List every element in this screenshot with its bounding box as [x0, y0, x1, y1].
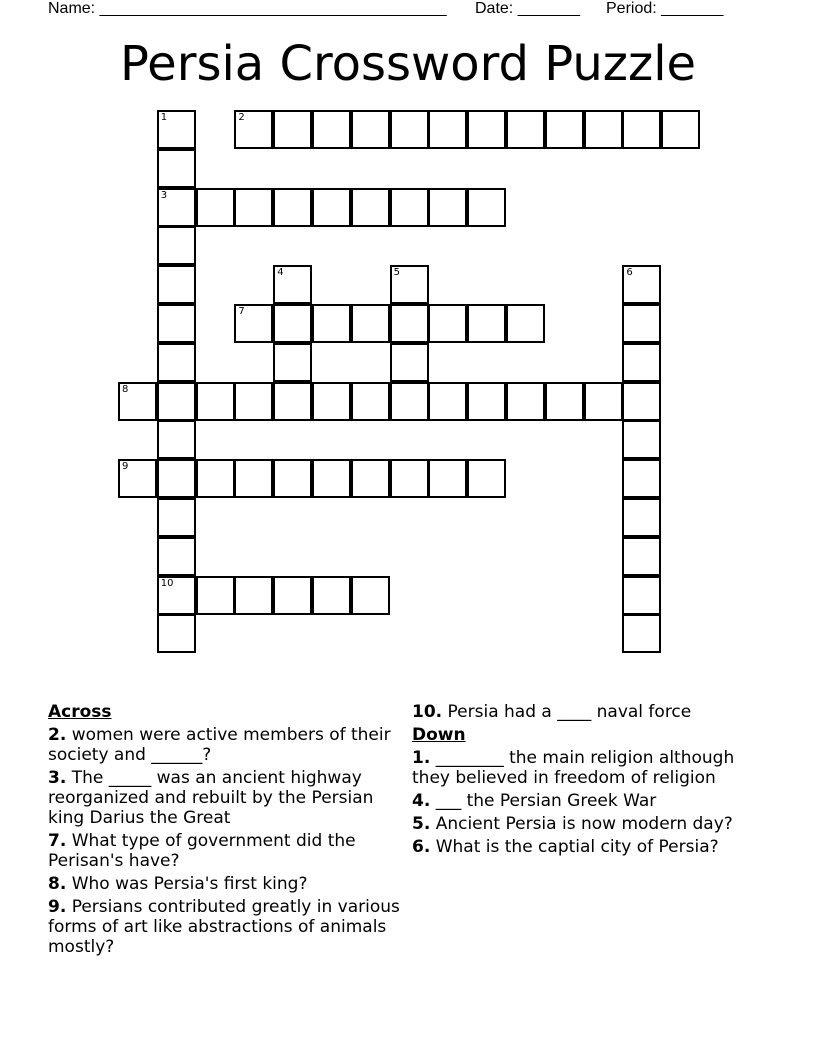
crossword-cell[interactable]	[196, 382, 235, 421]
crossword-cell[interactable]	[234, 382, 273, 421]
crossword-cell[interactable]	[273, 576, 312, 615]
clues-column-right	[412, 702, 762, 860]
crossword-cell[interactable]	[584, 382, 623, 421]
crossword-cell[interactable]	[622, 110, 661, 149]
down-clue-1: 1. ________ the main religion although they believed in freedom of religion	[412, 748, 735, 788]
crossword-cell[interactable]	[390, 110, 429, 149]
crossword-cell[interactable]	[157, 537, 196, 576]
crossword-cell[interactable]	[196, 459, 235, 498]
clues-column-left	[48, 702, 404, 960]
across-clue-10: 10. Persia had a ____ naval force	[412, 702, 692, 722]
crossword-cell[interactable]	[467, 382, 506, 421]
crossword-cell[interactable]	[390, 265, 429, 304]
crossword-cell[interactable]	[157, 304, 196, 343]
crossword-cell[interactable]	[273, 304, 312, 343]
crossword-cell[interactable]	[273, 382, 312, 421]
across-heading: Across	[48, 702, 112, 722]
crossword-cell[interactable]	[118, 382, 157, 421]
crossword-cell[interactable]	[428, 304, 467, 343]
crossword-cell[interactable]	[157, 226, 196, 265]
down-clue-4: 4. ___ the Persian Greek War	[412, 791, 657, 811]
crossword-cell[interactable]	[390, 304, 429, 343]
crossword-cell[interactable]	[196, 576, 235, 615]
crossword-cell[interactable]	[390, 188, 429, 227]
crossword-cell[interactable]	[234, 188, 273, 227]
crossword-cell[interactable]	[312, 304, 351, 343]
crossword-cell[interactable]	[390, 343, 429, 382]
crossword-cell[interactable]	[234, 304, 273, 343]
down-clue-5: 5. Ancient Persia is now modern day?	[412, 814, 733, 834]
clue-number: 5	[393, 267, 400, 279]
crossword-cell[interactable]	[506, 110, 545, 149]
crossword-cell[interactable]	[622, 459, 661, 498]
crossword-cell[interactable]	[157, 576, 196, 615]
crossword-cell[interactable]	[467, 304, 506, 343]
crossword-cell[interactable]	[467, 188, 506, 227]
crossword-cell[interactable]	[273, 188, 312, 227]
crossword-cell[interactable]	[428, 110, 467, 149]
crossword-cell[interactable]	[506, 382, 545, 421]
crossword-cell[interactable]	[351, 382, 390, 421]
page-title: Persia Crossword Puzzle	[119, 36, 697, 92]
crossword-cell[interactable]	[312, 188, 351, 227]
crossword-cell[interactable]	[196, 188, 235, 227]
crossword-cell[interactable]	[351, 576, 390, 615]
down-heading: Down	[412, 725, 466, 745]
across-clue-7: 7. What type of government did the Perisan's have?	[48, 831, 356, 871]
crossword-cell[interactable]	[273, 459, 312, 498]
across-clue-3: 3. The _____ was an ancient highway reorganized and rebuilt by the Persian king Darius the Great	[48, 768, 374, 828]
crossword-cell[interactable]	[157, 188, 196, 227]
crossword-cell[interactable]	[428, 188, 467, 227]
crossword-cell[interactable]	[157, 614, 196, 653]
crossword-cell[interactable]	[157, 420, 196, 459]
crossword-cell[interactable]	[506, 304, 545, 343]
crossword-cell[interactable]	[157, 265, 196, 304]
crossword-cell[interactable]	[157, 498, 196, 537]
crossword-cell[interactable]	[312, 382, 351, 421]
crossword-cell[interactable]	[351, 304, 390, 343]
crossword-cell[interactable]	[467, 110, 506, 149]
crossword-cell[interactable]	[273, 265, 312, 304]
crossword-cell[interactable]	[622, 576, 661, 615]
crossword-cell[interactable]	[390, 382, 429, 421]
crossword-cell[interactable]	[545, 110, 584, 149]
crossword-cell[interactable]	[428, 459, 467, 498]
across-clue-2: 2. women were active members of their society and ______?	[48, 725, 391, 765]
crossword-cell[interactable]	[467, 459, 506, 498]
crossword-cell[interactable]	[622, 265, 661, 304]
crossword-cell[interactable]	[157, 149, 196, 188]
period-field[interactable]: Period: _______	[606, 0, 724, 17]
crossword-cell[interactable]	[234, 110, 273, 149]
crossword-cell[interactable]	[273, 343, 312, 382]
clue-number: 7	[238, 306, 245, 317]
crossword-cell[interactable]	[118, 459, 157, 498]
crossword-cell[interactable]	[157, 110, 196, 149]
crossword-cell[interactable]	[622, 537, 661, 576]
across-clue-8: 8. Who was Persia's first king?	[48, 874, 308, 894]
crossword-cell[interactable]	[351, 459, 390, 498]
crossword-cell[interactable]	[622, 498, 661, 537]
clue-number: 10	[160, 577, 174, 589]
crossword-cell[interactable]	[273, 110, 312, 149]
crossword-cell[interactable]	[661, 110, 700, 149]
crossword-cell[interactable]	[390, 459, 429, 498]
crossword-cell[interactable]	[622, 304, 661, 343]
across-clue-9: 9. Persians contributed greatly in various forms of art like abstractions of animals mostly?	[48, 897, 400, 957]
clue-number: 6	[626, 267, 633, 279]
crossword-cell[interactable]	[351, 110, 390, 149]
crossword-cell[interactable]	[351, 188, 390, 227]
crossword-cell[interactable]	[622, 420, 661, 459]
clue-number: 3	[160, 189, 168, 201]
clue-number: 8	[122, 383, 129, 395]
crossword-cell[interactable]	[234, 576, 273, 615]
clue-number: 9	[122, 461, 129, 473]
clue-number: 4	[277, 267, 284, 279]
crossword-cell[interactable]	[312, 576, 351, 615]
crossword-cell[interactable]	[545, 382, 584, 421]
clue-number: 1	[160, 112, 168, 123]
crossword-cell[interactable]	[622, 343, 661, 382]
crossword-cell[interactable]	[584, 110, 623, 149]
crossword-cell[interactable]	[157, 343, 196, 382]
crossword-cell[interactable]	[312, 459, 351, 498]
date-field[interactable]: Date: _______	[475, 0, 580, 17]
crossword-cell[interactable]	[157, 382, 196, 421]
clue-number: 2	[238, 112, 245, 123]
name-field[interactable]: Name: _______________________________________	[48, 0, 447, 17]
down-clue-6: 6. What is the captial city of Persia?	[412, 837, 719, 857]
crossword-cell[interactable]	[622, 382, 661, 421]
crossword-cell[interactable]	[428, 382, 467, 421]
crossword-cell[interactable]	[157, 459, 196, 498]
crossword-cell[interactable]	[622, 614, 661, 653]
crossword-cell[interactable]	[234, 459, 273, 498]
crossword-cell[interactable]	[312, 110, 351, 149]
